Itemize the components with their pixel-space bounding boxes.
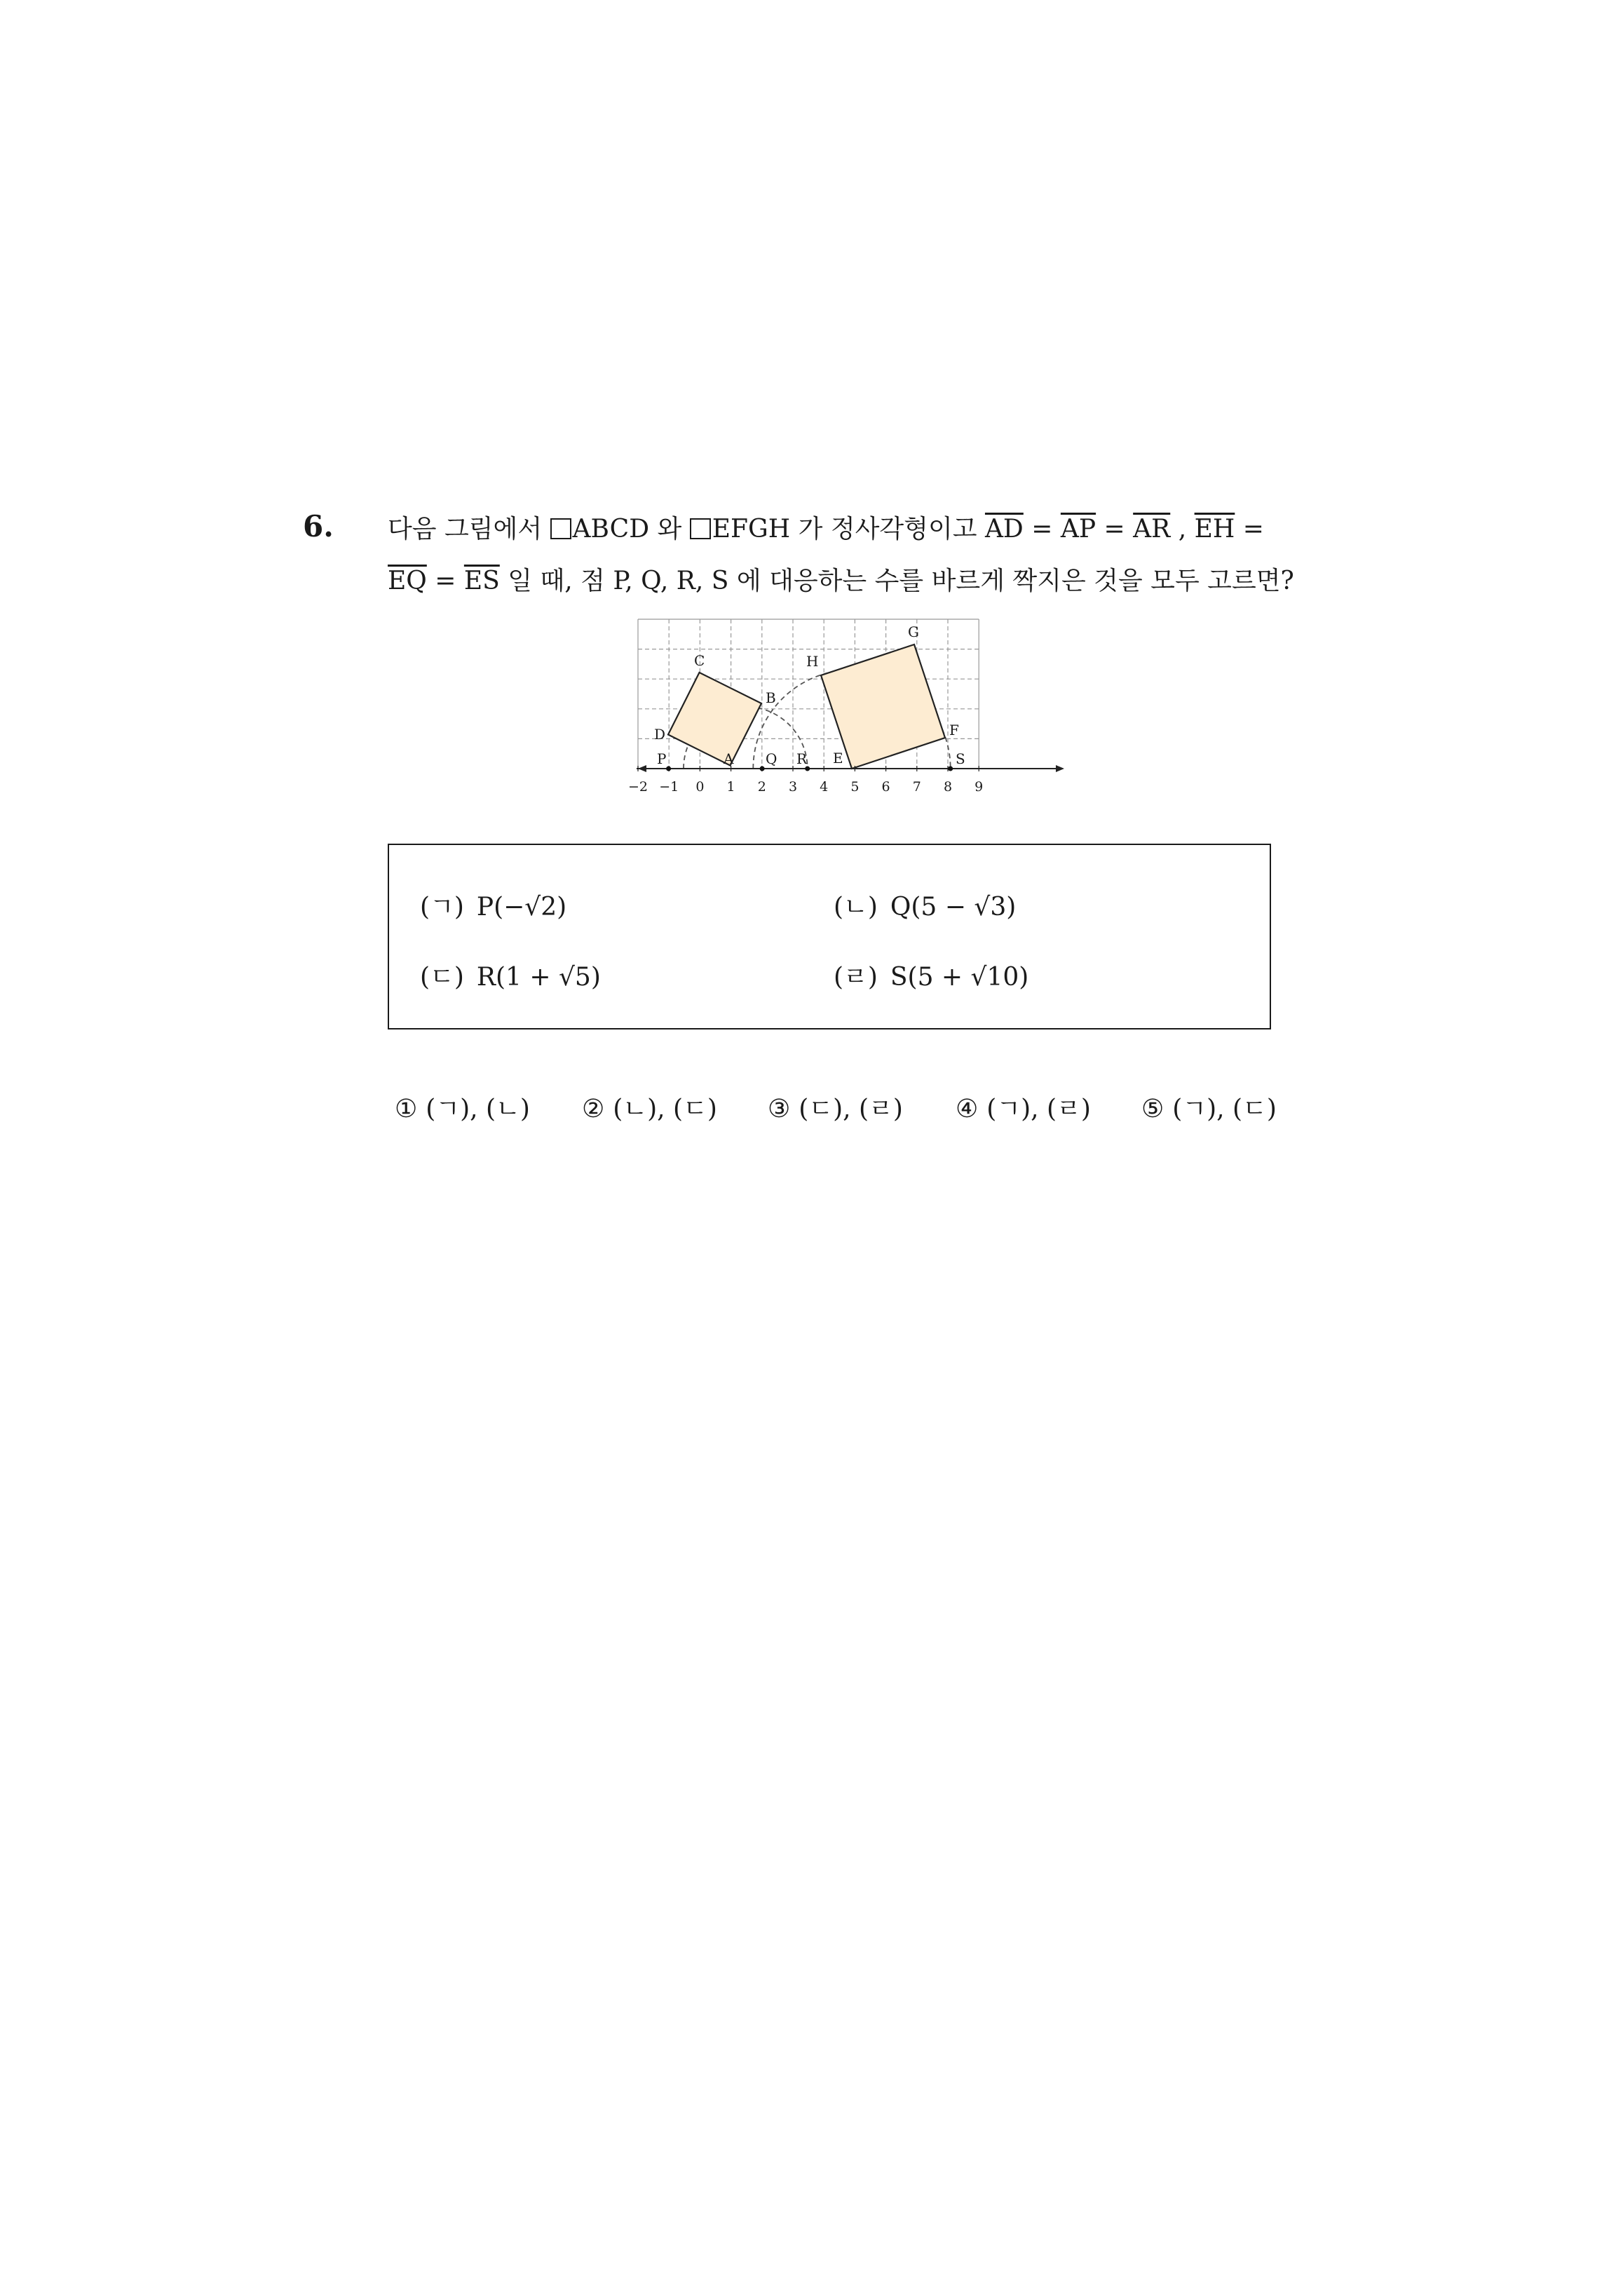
choice-text: (ㄷ), (ㄹ) bbox=[799, 1095, 903, 1123]
question-text-part: 와 bbox=[649, 515, 690, 543]
square-abcd bbox=[668, 673, 761, 766]
equals-sign: = bbox=[1096, 515, 1134, 543]
choice-text: (ㄱ), (ㄷ) bbox=[1172, 1095, 1277, 1123]
segment-ad: $\overline{AD}$ bbox=[984, 515, 1024, 543]
axis-tick-label: 5 bbox=[850, 779, 860, 795]
axis-tick-label: 6 bbox=[881, 779, 890, 795]
point-s-dot bbox=[948, 767, 953, 771]
option-marker: (ㄴ) bbox=[834, 893, 878, 921]
choice-text: (ㄱ), (ㄹ) bbox=[986, 1095, 1091, 1123]
axis-tick-label: 1 bbox=[726, 779, 735, 795]
option-marker: (ㄷ) bbox=[420, 963, 464, 992]
axis-right-arrow bbox=[1056, 765, 1064, 772]
point-q-dot bbox=[760, 767, 765, 771]
point-p-dot bbox=[666, 767, 671, 771]
square-efgh-label: EFGH bbox=[712, 515, 791, 543]
answer-choice-3[interactable] bbox=[768, 1089, 903, 1125]
option-4 bbox=[834, 957, 1028, 993]
point-label-b: B bbox=[766, 689, 776, 706]
question-text-part: 가 정사각형이고 bbox=[790, 515, 985, 543]
figure-diagram bbox=[627, 617, 1066, 799]
axis-tick-label: 9 bbox=[975, 779, 984, 795]
option-text: R(1 + √5) bbox=[476, 963, 601, 992]
question-text-line1 bbox=[388, 509, 1264, 545]
option-3 bbox=[420, 957, 601, 993]
choice-marker: ① bbox=[395, 1095, 418, 1123]
choice-marker: ② bbox=[582, 1095, 605, 1123]
answer-choice-4[interactable] bbox=[956, 1089, 1091, 1125]
segment-es: $\overline{ES}$ bbox=[463, 567, 500, 595]
option-marker: (ㄹ) bbox=[834, 963, 878, 992]
choice-marker: ⑤ bbox=[1141, 1095, 1164, 1123]
options-box bbox=[388, 844, 1271, 1029]
point-label-q: Q bbox=[766, 750, 777, 767]
comma: , bbox=[1170, 515, 1195, 543]
option-text: P(−√2) bbox=[476, 893, 567, 921]
point-label-c: C bbox=[694, 652, 705, 669]
question-text-part: 일 때, 점 P, Q, R, S 에 대응하는 수를 바르게 짝지은 것을 모두 고르면? bbox=[499, 567, 1294, 595]
point-label-a: A bbox=[724, 750, 734, 767]
point-label-e: E bbox=[833, 750, 843, 767]
axis-tick-label: 4 bbox=[820, 779, 829, 795]
axis-tick-label: 0 bbox=[695, 779, 705, 795]
point-label-d: D bbox=[654, 726, 666, 743]
axis-tick-label: 3 bbox=[788, 779, 798, 795]
axis-left-arrow bbox=[638, 765, 646, 772]
point-label-g: G bbox=[908, 623, 919, 640]
answer-choice-2[interactable] bbox=[582, 1089, 717, 1125]
point-label-h: H bbox=[806, 653, 819, 670]
choice-text: (ㄴ), (ㄷ) bbox=[613, 1095, 717, 1123]
question-number: 6. bbox=[303, 509, 334, 543]
question-text-part: 다음 그림에서 bbox=[388, 515, 550, 543]
choice-text: (ㄱ), (ㄴ) bbox=[426, 1095, 530, 1123]
point-label-r: R bbox=[796, 750, 808, 767]
axis-tick-label: 7 bbox=[912, 779, 921, 795]
axis-tick-label: 2 bbox=[757, 779, 766, 795]
option-text: Q(5 − √3) bbox=[890, 893, 1017, 921]
point-label-f: F bbox=[949, 722, 959, 738]
segment-eq: $\overline{EQ}$ bbox=[388, 567, 427, 595]
choice-marker: ④ bbox=[956, 1095, 979, 1123]
segment-ar: $\overline{AR}$ bbox=[1133, 515, 1171, 543]
point-label-s: S bbox=[956, 750, 965, 767]
axis-tick-label: −2 bbox=[627, 779, 648, 795]
segment-eh: $\overline{EH}$ bbox=[1194, 515, 1235, 543]
segment-ap: $\overline{AP}$ bbox=[1060, 515, 1096, 543]
question-text-line2 bbox=[388, 561, 1294, 597]
answer-choice-5[interactable] bbox=[1141, 1089, 1277, 1125]
option-2 bbox=[834, 887, 1016, 923]
option-1 bbox=[420, 887, 566, 923]
axis-tick-label: −1 bbox=[659, 779, 679, 795]
equals-sign: = bbox=[426, 567, 464, 595]
option-marker: (ㄱ) bbox=[420, 893, 464, 921]
axis-tick-label: 8 bbox=[943, 779, 953, 795]
square-symbol bbox=[690, 518, 711, 539]
equals-sign: = bbox=[1235, 515, 1264, 543]
square-abcd-label: ABCD bbox=[572, 515, 650, 543]
point-label-p: P bbox=[657, 750, 667, 767]
square-symbol bbox=[550, 518, 571, 539]
answer-choice-1[interactable] bbox=[395, 1089, 530, 1125]
choice-marker: ③ bbox=[768, 1095, 791, 1123]
option-text: S(5 + √10) bbox=[890, 963, 1029, 992]
equals-sign: = bbox=[1023, 515, 1061, 543]
